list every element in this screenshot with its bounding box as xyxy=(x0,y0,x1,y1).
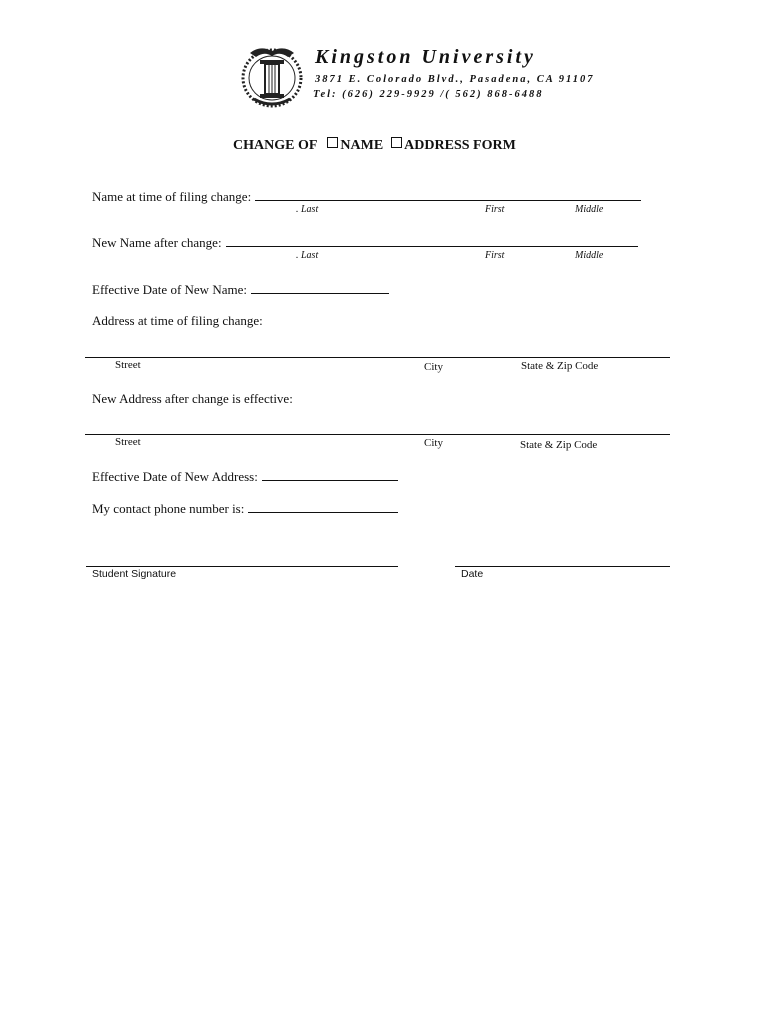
address-at-filing-field[interactable] xyxy=(85,357,670,358)
contact-phone-row xyxy=(92,500,398,517)
date-label: Date xyxy=(461,568,484,580)
signature-field[interactable] xyxy=(86,566,398,567)
effective-date-address-row xyxy=(92,468,398,485)
street-label-1: Street xyxy=(115,359,141,371)
name-at-filing-field[interactable] xyxy=(255,188,641,201)
effective-date-name-label: Effective Date of New Name: xyxy=(92,282,247,297)
form-title-prefix: CHANGE OF xyxy=(233,138,318,153)
new-address-label: New Address after change is effective: xyxy=(92,391,293,406)
effective-date-address-field[interactable] xyxy=(262,468,398,481)
new-name-row xyxy=(92,234,638,251)
column-crest-icon xyxy=(236,43,308,109)
sub-last-1: . Last xyxy=(296,204,319,215)
address-at-filing-label: Address at time of filing change: xyxy=(92,313,263,328)
new-name-field[interactable] xyxy=(226,234,638,247)
sub-first-1: First xyxy=(485,204,505,215)
sub-last-2: . Last xyxy=(296,250,319,261)
university-address: 3871 E. Colorado Blvd., Pasadena, CA 91107 xyxy=(315,74,595,85)
contact-phone-field[interactable] xyxy=(248,500,398,513)
new-address-field[interactable] xyxy=(85,434,670,435)
sub-first-2: First xyxy=(485,250,505,261)
name-at-filing-row xyxy=(92,188,641,205)
sub-middle-2: Middle xyxy=(575,250,604,261)
city-label-1: City xyxy=(424,361,443,373)
street-label-2: Street xyxy=(115,436,141,448)
effective-date-name-field[interactable] xyxy=(251,281,389,294)
sub-middle-1: Middle xyxy=(575,204,604,215)
name-checkbox[interactable] xyxy=(327,137,338,148)
effective-date-address-label: Effective Date of New Address: xyxy=(92,469,258,484)
effective-date-name-row xyxy=(92,281,389,298)
state-zip-label-2: State & Zip Code xyxy=(520,439,598,451)
city-label-2: City xyxy=(424,437,443,449)
state-zip-label-1: State & Zip Code xyxy=(521,360,599,372)
university-name: Kingston University xyxy=(315,46,536,68)
name-option-label: NAME xyxy=(340,138,384,153)
contact-phone-label: My contact phone number is: xyxy=(92,501,245,516)
new-name-label: New Name after change: xyxy=(92,235,222,250)
form-title xyxy=(233,137,516,154)
signature-label: Student Signature xyxy=(92,568,177,580)
address-checkbox[interactable] xyxy=(391,137,402,148)
name-at-filing-label: Name at time of filing change: xyxy=(92,189,252,204)
university-phone: Tel: (626) 229-9929 /( 562) 868-6488 xyxy=(313,89,544,100)
address-option-label: ADDRESS FORM xyxy=(404,138,516,153)
date-field[interactable] xyxy=(455,566,670,567)
